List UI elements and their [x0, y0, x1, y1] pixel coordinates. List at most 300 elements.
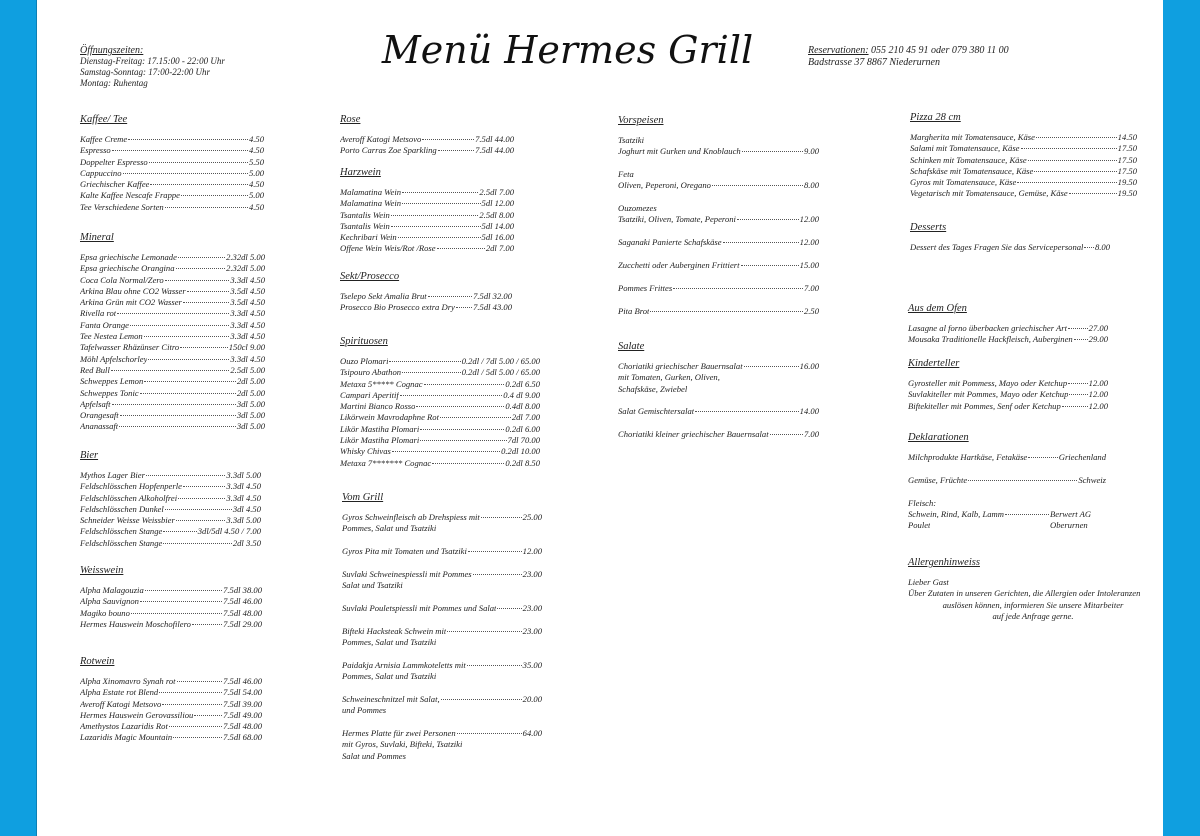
menu-item-name: Kechribari Wein — [340, 232, 397, 243]
menu-item-row — [910, 177, 1137, 188]
menu-item — [908, 401, 1108, 412]
declaration-product: Gemüse, Früchte — [908, 474, 968, 485]
menu-item-price: 3.5dl 4.50 — [230, 285, 265, 296]
menu-item-price: 0.2dl / 5dl 5.00 / 65.00 — [461, 367, 540, 378]
menu-item — [80, 676, 262, 687]
menu-item-row — [80, 721, 262, 732]
menu-item-row — [80, 134, 264, 145]
dot-leader — [402, 372, 461, 373]
menu-item-title: Ouzomezes — [618, 203, 657, 214]
menu-item-row — [80, 493, 261, 504]
dot-leader — [1028, 160, 1117, 161]
menu-item-price: 2.32dl 5.00 — [226, 252, 265, 262]
menu-item-price: 3.3dl 4.50 — [230, 308, 265, 319]
menu-item — [80, 526, 261, 537]
section-heading: Desserts — [910, 222, 947, 233]
dot-leader — [673, 288, 803, 289]
menu-item-name: Tselepo Sekt Amalia Brut — [340, 291, 427, 301]
dot-leader — [1036, 137, 1117, 138]
dot-leader — [119, 426, 236, 427]
dot-leader — [144, 336, 230, 337]
menu-item — [340, 134, 514, 145]
menu-item — [340, 187, 514, 198]
dot-leader — [1069, 193, 1117, 194]
menu-item-price: 12.00 — [799, 237, 819, 248]
dot-leader — [1017, 182, 1116, 183]
menu-item-name: Kaffee Creme — [80, 134, 128, 144]
menu-item — [80, 687, 262, 698]
menu-item — [340, 424, 540, 435]
dot-leader — [1084, 247, 1094, 248]
menu-item-name: Joghurt mit Gurken und Knoblauch — [618, 146, 741, 157]
menu-item-name: Hermes Hauswein Moschofilero — [80, 618, 191, 629]
menu-item-row — [80, 331, 265, 342]
menu-item — [80, 421, 265, 432]
menu-item — [340, 145, 514, 156]
menu-item-name: Choriatiki kleiner griechischer Bauernsalat — [618, 429, 769, 440]
menu-item-row — [80, 252, 265, 263]
menu-item — [618, 406, 819, 417]
menu-item — [80, 168, 264, 179]
menu-item-price: 7.5dl 46.00 — [223, 676, 262, 686]
menu-item-price: 3.3dl 5.00 — [226, 515, 261, 526]
dot-leader — [187, 291, 230, 292]
menu-item-name: Schweppes Tonic — [80, 387, 139, 398]
menu-item-name: Feldschlösschen Dunkel — [80, 503, 164, 514]
menu-item-price: 5.00 — [248, 190, 264, 201]
menu-item-row — [340, 356, 540, 367]
declaration-origin: Berwert AG — [1050, 508, 1092, 519]
menu-item-row — [908, 334, 1108, 345]
menu-item-name: Campari Aperitif — [340, 389, 399, 400]
menu-item-name: Feldschlösschen Stange — [80, 537, 163, 548]
menu-item-row — [80, 354, 265, 365]
menu-item-row — [80, 145, 264, 156]
menu-item — [618, 283, 819, 294]
menu-item — [910, 132, 1137, 143]
menu-item-price: 8.00 — [1094, 242, 1110, 252]
menu-item — [80, 710, 262, 721]
opening-hours-line: Samstag-Sonntag: 17:00-22:00 Uhr — [80, 67, 210, 77]
menu-item-price: 4.50 — [248, 134, 264, 144]
menu-item — [340, 356, 540, 367]
menu-item — [80, 399, 265, 410]
dot-leader — [402, 203, 481, 204]
menu-item — [340, 198, 514, 209]
menu-item-price: 2dl 3.50 — [232, 537, 261, 548]
menu-item-price: 29.00 — [1088, 334, 1108, 345]
dot-leader — [695, 411, 799, 412]
menu-item-name: Red Bull — [80, 364, 110, 375]
menu-item-name: Ananassaft — [80, 421, 119, 432]
section-heading: Rose — [340, 114, 361, 125]
menu-item-row — [342, 512, 542, 523]
menu-item-row — [80, 202, 264, 213]
dot-leader — [192, 624, 222, 625]
menu-item-price: 3.3dl 4.50 — [226, 481, 261, 492]
menu-item-price: 7.5dl 29.00 — [223, 618, 262, 629]
declaration-origin: Oberurnen — [1050, 520, 1088, 531]
menu-item-row — [340, 187, 514, 198]
section-aus-dem-ofen — [908, 302, 1108, 346]
menu-item-row — [80, 388, 265, 399]
declaration-product: Milchprodukte Hartkäse, Fetakäse — [908, 452, 1028, 462]
menu-item-row — [80, 365, 265, 376]
dot-leader — [1062, 406, 1088, 407]
menu-item-name: Epsa griechische Orangina — [80, 263, 175, 274]
menu-item-row — [340, 458, 540, 469]
menu-item-row — [340, 401, 540, 412]
menu-item-row — [340, 424, 540, 435]
menu-item-row — [910, 155, 1137, 166]
menu-item-name: Alpha Xinomavro Synah rot — [80, 676, 176, 686]
menu-item-price: 14.00 — [799, 406, 819, 417]
menu-item-row — [340, 243, 514, 254]
dot-leader — [437, 248, 485, 249]
menu-item-name: Mousaka Traditionelle Hackfleisch, Auberginen — [908, 334, 1073, 345]
menu-item-name: Hermes Hauswein Gerovassiliou — [80, 709, 194, 720]
menu-item-name: Pommes Frittes — [618, 282, 673, 293]
menu-item-name: Cappuccino — [80, 167, 122, 178]
menu-item-price: 3.3dl 4.50 — [230, 331, 265, 342]
menu-item — [80, 308, 265, 319]
menu-item-row — [340, 134, 514, 145]
menu-item-price: 23.00 — [522, 602, 542, 613]
dot-leader — [424, 384, 505, 385]
menu-item-name: Epsa griechische Lemonade — [80, 252, 177, 262]
menu-item — [80, 732, 262, 743]
menu-item-row — [340, 367, 540, 378]
dot-leader — [163, 531, 196, 532]
menu-item-name: Arkina Blau ohne CO2 Wasser — [80, 285, 186, 296]
menu-item-name: Tsantalis Wein — [340, 220, 390, 231]
menu-item-name: Suvlaki Pouletspiessli mit Pommes und Salat — [342, 602, 497, 613]
menu-item-description: Schafskäse, Zwiebel — [618, 383, 688, 394]
menu-item-row — [80, 515, 261, 526]
menu-item — [80, 470, 261, 481]
menu-item-row — [910, 188, 1137, 199]
menu-item-name: Coca Cola Normal/Zero — [80, 274, 164, 285]
menu-item-name: Gyrosteller mit Pommess, Mayo oder Ketchup — [908, 378, 1068, 388]
menu-item-row — [342, 626, 542, 637]
dot-leader — [392, 451, 500, 452]
dot-leader — [111, 370, 230, 371]
menu-item-price: 12.00 — [1088, 400, 1108, 411]
dot-leader — [150, 184, 248, 185]
declaration-origin: Schweiz — [1078, 474, 1106, 485]
section-heading: Spirituosen — [340, 336, 388, 347]
menu-item-row — [80, 596, 262, 607]
section-sekt-prosecco — [340, 270, 512, 314]
allergen-text: auslösen können, informieren Sie unsere Mitarbeiter — [942, 599, 1124, 610]
menu-item — [618, 429, 819, 440]
menu-item — [908, 378, 1108, 389]
menu-item-name: Gyros Schweinfleisch ab Drehspiess mit — [342, 512, 480, 522]
dot-leader — [120, 415, 236, 416]
menu-item-title: Tsatziki — [618, 135, 644, 145]
dot-leader — [770, 434, 803, 435]
dot-leader — [402, 192, 478, 193]
menu-item — [80, 354, 265, 365]
menu-item-description: Pommes, Salat und Tsatziki — [342, 523, 437, 534]
menu-item-price: 2dl 7.00 — [485, 243, 514, 254]
menu-item-price: 7.5dl 44.00 — [475, 145, 514, 156]
menu-item-price: 0.2dl 10.00 — [501, 446, 540, 457]
menu-item-row — [80, 190, 264, 201]
dot-leader — [497, 608, 521, 609]
menu-item-row — [908, 389, 1108, 400]
section-rose — [340, 113, 514, 157]
menu-item-name: Prosecco Bio Prosecco extra Dry — [340, 302, 455, 313]
allergen-greeting: Lieber Gast — [908, 577, 949, 587]
menu-item-name: Malamatina Wein — [340, 187, 402, 197]
dot-leader — [441, 699, 522, 700]
menu-item — [618, 203, 819, 226]
menu-item-price: 17.50 — [1117, 154, 1137, 165]
menu-item-price: 35.00 — [522, 659, 542, 670]
menu-item-name: Tsipouro Abathon — [340, 367, 402, 378]
dot-leader — [438, 150, 474, 151]
menu-item-name: Gyros Pita mit Tomaten und Tsatziki — [342, 546, 467, 557]
menu-item-row — [80, 421, 265, 432]
dot-leader — [130, 325, 229, 326]
menu-item — [340, 446, 540, 457]
section-heading: Pizza 28 cm — [910, 112, 961, 123]
menu-item-title: Feta — [618, 169, 634, 180]
left-blue-border — [0, 0, 37, 836]
menu-item — [910, 143, 1137, 154]
menu-item-price: 15.00 — [799, 260, 819, 271]
menu-item-price: 7.00 — [803, 429, 819, 440]
menu-item — [80, 190, 264, 201]
menu-item — [618, 237, 819, 248]
allergen-text: Über Zutaten in unseren Gerichten, die Allergien oder Intoleranzen — [908, 588, 1141, 599]
dot-leader — [178, 257, 225, 258]
menu-item — [908, 334, 1108, 345]
menu-item-price: 0.2dl 6.50 — [505, 378, 540, 389]
menu-title: Menü Hermes Grill — [381, 28, 754, 72]
menu-item-row — [910, 143, 1137, 154]
menu-item-name: Paidakja Arnisia Lammkoteletts mit — [342, 659, 466, 670]
section-heading: Harzwein — [340, 167, 381, 178]
menu-item-name: Feldschlösschen Stange — [80, 526, 163, 537]
section-kaffee-tee — [80, 113, 264, 213]
menu-item-name: Doppelter Espresso — [80, 156, 148, 167]
menu-item-price: 7.5dl 38.00 — [223, 585, 262, 595]
menu-item — [80, 202, 264, 213]
dot-leader — [432, 463, 504, 464]
menu-item-price: 19.50 — [1117, 177, 1137, 188]
menu-item — [342, 728, 542, 762]
section-heading: Weisswein — [80, 565, 124, 576]
reservation-info — [808, 45, 1009, 69]
menu-item-price: 5dl 14.00 — [481, 220, 514, 231]
menu-item-price: 5.00 — [248, 167, 264, 178]
menu-item-price: 7.5dl 46.00 — [223, 596, 262, 607]
menu-item-name: Likörwein Mavrodaphne Rot — [340, 412, 439, 423]
menu-item-name: Schafskäse mit Tomatensauce, Käse — [910, 165, 1034, 176]
dot-leader — [744, 366, 799, 367]
menu-item-name: Schneider Weisse Weissbier — [80, 515, 175, 526]
menu-item-row — [80, 157, 264, 168]
menu-item-name: Suvlakiteller mit Pommes, Mayo oder Ketchup — [908, 389, 1069, 400]
menu-item-description: mit Gyros, Suvlaki, Bifteki, Tsatziki — [342, 739, 463, 750]
menu-item-name: Amethystos Lazaridis Rot — [80, 721, 168, 732]
menu-item-row — [80, 619, 262, 630]
section-heading: Salate — [618, 341, 645, 352]
menu-item-name: Alpha Sauvignon — [80, 596, 139, 607]
menu-item-name: Griechischer Kaffee — [80, 179, 150, 190]
menu-item-name: Bifteki Hacksteak Schwein mit — [342, 625, 447, 636]
menu-item — [80, 297, 265, 308]
section-bier — [80, 449, 261, 549]
menu-item-row — [80, 585, 262, 596]
menu-item-price: 7.5dl 68.00 — [223, 732, 262, 743]
menu-item-name: Choriatiki griechischer Bauernsalat — [618, 361, 743, 371]
menu-item-price: 17.50 — [1117, 165, 1137, 176]
menu-item — [618, 306, 819, 317]
dot-leader — [1069, 394, 1087, 395]
menu-item-row — [80, 710, 262, 721]
menu-item-row — [342, 603, 542, 614]
opening-hours-heading: Öffnungszeiten: — [80, 45, 144, 56]
menu-item-price: 3.3dl 4.50 — [230, 274, 265, 285]
menu-item-row — [910, 242, 1110, 253]
menu-item — [80, 504, 261, 515]
menu-item-description: Pommes, Salat und Tsatziki — [342, 671, 437, 682]
dot-leader — [1068, 383, 1088, 384]
dot-leader — [741, 265, 799, 266]
section-rotwein — [80, 655, 262, 744]
menu-item-price: 2.5dl 5.00 — [230, 364, 265, 375]
menu-item — [910, 155, 1137, 166]
menu-item — [908, 389, 1108, 400]
section-heading: Vorspeisen — [618, 115, 664, 126]
menu-item-row — [618, 260, 819, 271]
dot-leader — [148, 359, 229, 360]
menu-item — [340, 221, 514, 232]
section-allergen — [908, 556, 1158, 622]
menu-item-price: 7.5dl 39.00 — [223, 698, 262, 709]
menu-item-price: 3dl 5.00 — [236, 421, 265, 432]
dot-leader — [420, 440, 506, 441]
menu-item-price: 2dl 5.00 — [236, 376, 265, 387]
menu-item — [80, 331, 265, 342]
menu-item-row — [618, 306, 819, 317]
menu-item-name: Zucchetti oder Auberginen Frittiert — [618, 260, 740, 271]
menu-item — [80, 145, 264, 156]
menu-item-name: Likör Mastiha Plomari — [340, 423, 420, 434]
dot-leader — [177, 681, 223, 682]
section-heading: Mineral — [80, 232, 114, 243]
menu-item-name: Lazaridis Magic Mountain — [80, 732, 173, 743]
menu-item-price: 5dl 16.00 — [481, 232, 514, 243]
dot-leader — [140, 601, 222, 602]
menu-item-row — [908, 323, 1108, 334]
menu-item-row — [80, 297, 265, 308]
menu-item-row — [80, 481, 261, 492]
menu-item — [80, 157, 264, 168]
menu-item-name: Offene Wein Weis/Rot /Rose — [340, 243, 436, 254]
section-heading: Kaffee/ Tee — [80, 114, 128, 125]
menu-item-row — [80, 470, 261, 481]
menu-item-name: Martini Bianco Rosso — [340, 401, 416, 412]
reservation-label: Reservationen: — [808, 45, 869, 56]
dot-leader — [440, 417, 511, 418]
menu-item — [80, 179, 264, 190]
menu-item-name: Dessert des Tages Fragen Sie das Servicepersonal — [910, 242, 1084, 252]
section-heading: Bier — [80, 450, 99, 461]
dot-leader — [456, 307, 472, 308]
menu-item-name: Schweineschnitzel mit Salat, — [342, 693, 440, 704]
menu-item — [80, 481, 261, 492]
menu-item-name: Möhl Apfelschorley — [80, 353, 148, 364]
menu-item-price: 7.5dl 43.00 — [473, 302, 512, 313]
dot-leader — [165, 280, 230, 281]
menu-item — [80, 585, 262, 596]
dot-leader — [165, 207, 248, 208]
menu-item-price: 14.50 — [1117, 132, 1137, 142]
menu-item-price: 23.00 — [522, 568, 542, 579]
menu-item-name: Tee Verschiedene Sorten — [80, 201, 164, 212]
menu-item-name: Feldschlösschen Hopfenperle — [80, 481, 182, 492]
menu-item-row — [342, 694, 542, 705]
menu-item-name: Orangesaft — [80, 410, 119, 421]
dot-leader — [468, 551, 522, 552]
dot-leader — [140, 393, 236, 394]
dot-leader — [1021, 148, 1117, 149]
menu-item-price: 7.5dl 32.00 — [473, 291, 512, 301]
dot-leader — [473, 574, 522, 575]
dot-leader — [481, 517, 522, 518]
declaration-label: Fleisch: — [908, 497, 937, 508]
dot-leader — [178, 498, 225, 499]
dot-leader — [391, 215, 479, 216]
menu-item-price: 20.00 — [522, 693, 542, 704]
menu-item-name: Mythos Lager Bier — [80, 470, 145, 480]
menu-item — [80, 410, 265, 421]
menu-item-name: Ouzo Plomari — [340, 356, 389, 366]
menu-item-row — [342, 569, 542, 580]
reservation-phones: 055 210 45 91 oder 079 380 11 00 — [871, 45, 1009, 56]
menu-item-price: 0.4 dl 9.00 — [503, 389, 540, 400]
menu-item-row — [618, 146, 819, 157]
menu-item-price: 0.4dl 8.00 — [505, 401, 540, 412]
dot-leader — [389, 361, 460, 362]
dot-leader — [169, 726, 222, 727]
dot-leader — [457, 733, 522, 734]
dot-leader — [420, 429, 504, 430]
menu-item — [340, 291, 512, 302]
menu-item — [340, 412, 540, 423]
dot-leader — [1074, 339, 1088, 340]
menu-item-price: 23.00 — [522, 625, 542, 636]
menu-item-row — [80, 168, 264, 179]
menu-item-name: Salami mit Tomatensauce, Käse — [910, 143, 1020, 154]
dot-leader — [737, 219, 799, 220]
dot-leader — [183, 486, 225, 487]
dot-leader — [712, 185, 803, 186]
menu-item-name: Averoff Katogi Metsovo — [340, 134, 422, 144]
menu-item-price: 3.3dl 4.50 — [226, 492, 261, 503]
menu-item-row — [340, 390, 540, 401]
menu-item-description: und Pommes — [342, 705, 387, 716]
dot-leader — [144, 381, 236, 382]
menu-item-row — [80, 608, 262, 619]
menu-item-row — [618, 180, 819, 191]
menu-item-row — [80, 399, 265, 410]
menu-item-name: Saganaki Panierte Schafskäse — [618, 237, 722, 248]
